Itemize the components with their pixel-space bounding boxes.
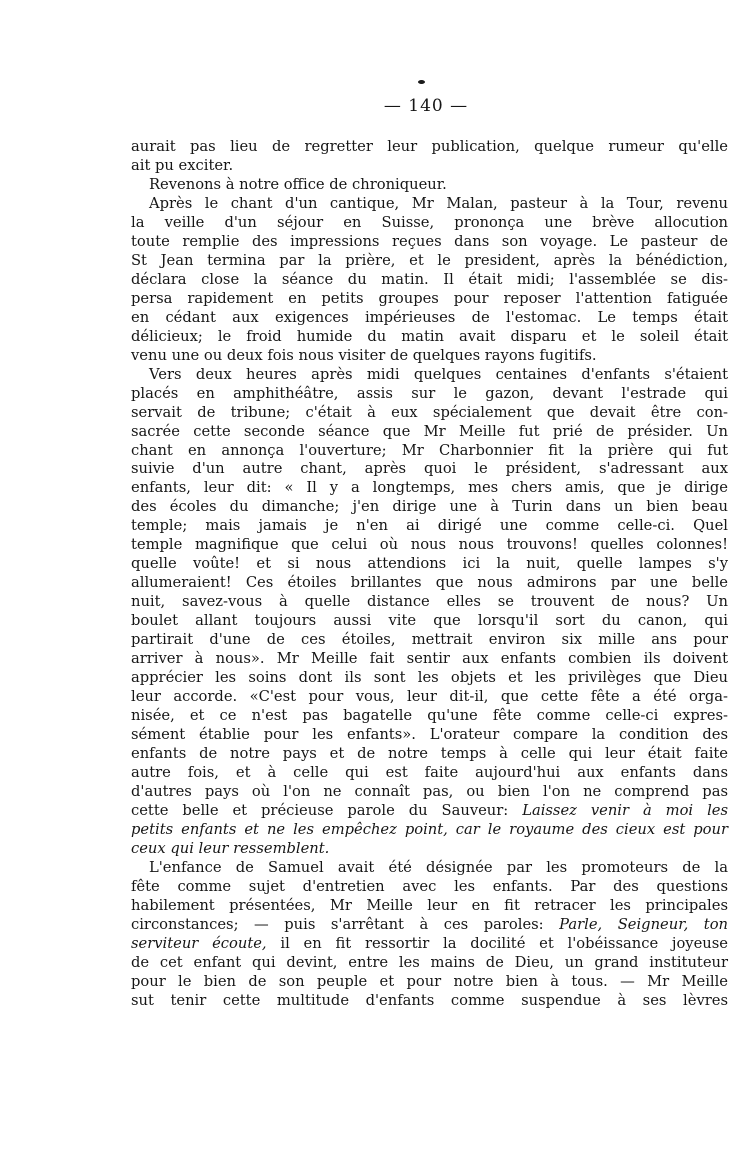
text-line (131, 707, 728, 726)
text-line (131, 385, 728, 404)
text-line (131, 859, 728, 878)
line-text: Vers deux heures après midi quelques centaines d'enfants s'étaient (149, 365, 728, 383)
line-text: servait de tribune; c'était à eux spécialement que devait être con- (131, 403, 728, 421)
text-line (131, 271, 728, 290)
line-text: d'autres pays où l'on ne connaît pas, ou bien l'on ne comprend pas (131, 782, 728, 800)
text-line (131, 536, 728, 555)
text-line (131, 423, 728, 442)
line-text: sément établie pour les enfants». L'orateur compare la condition des (131, 726, 728, 744)
body-text (131, 138, 728, 1011)
line-text: Après le chant d'un cantique, Mr Malan, pasteur à la Tour, revenu (149, 194, 728, 212)
line-text: habilement présentées, Mr Meille leur en fit retracer les principales (131, 896, 728, 914)
paragraph (131, 195, 728, 366)
text-line (131, 460, 728, 479)
line-text: délicieux; le froid humide du matin avait disparu et le soleil était (131, 327, 728, 345)
ink-speck (418, 80, 425, 84)
line-text: en cédant aux exigences impérieuses de l'estomac. Le temps était (131, 308, 728, 326)
line-text: la veille d'un séjour en Suisse, prononça une brève allocution (131, 213, 728, 231)
text-line (131, 973, 728, 992)
text-line (131, 157, 728, 176)
text-line (131, 347, 728, 366)
line-text: quelle voûte! et si nous attendions ici la nuit, quelle lampes s'y (131, 555, 728, 573)
line-text: temple magnifique que celui où nous nous trouvons! quelles colonnes! (131, 536, 728, 554)
text-line (131, 764, 728, 783)
italic-text: Laissez venir à moi les (522, 801, 728, 819)
line-text: toute remplie des impressions reçues dans son voyage. Le pasteur de (131, 232, 728, 250)
line-text: aurait pas lieu de regretter leur publication, quelque rumeur qu'elle (131, 138, 728, 155)
line-text: de cet enfant qui devint, entre les mains de Dieu, un grand instituteur (131, 953, 728, 971)
paragraph (131, 138, 728, 176)
text-line (131, 669, 728, 688)
text-line (131, 840, 728, 859)
text-line (131, 935, 728, 954)
line-text: allumeraient! Ces étoiles brillantes que nous admirons par une belle (131, 574, 728, 592)
line-text: L'enfance de Samuel avait été désignée par les promoteurs de la (149, 858, 728, 876)
text-line (131, 138, 728, 157)
text-line (131, 688, 728, 707)
italic-text: ceux qui leur ressemblent. (131, 839, 330, 857)
italic-text: serviteur écoute, (131, 934, 267, 952)
text-line (131, 214, 728, 233)
line-text: leur accorde. «C'est pour vous, leur dit-il, que cette fête a été orga- (131, 688, 728, 706)
text-line (131, 498, 728, 517)
text-line (131, 726, 728, 745)
text-line (131, 878, 728, 897)
line-text: nuit, savez-vous à quelle distance elles se trouvent de nous? Un (131, 593, 728, 611)
text-line (131, 479, 728, 498)
text-line (131, 574, 728, 593)
line-text: partirait d'une de ces étoiles, mettrait environ six mille ans pour (131, 631, 728, 649)
line-text: circonstances; — puis s'arrêtant à ces paroles: (131, 915, 560, 933)
line-text: Revenons à notre office de chroniqueur. (149, 175, 447, 193)
line-text: des écoles du dimanche; j'en dirige une à Turin dans un bien beau (131, 498, 728, 516)
text-line (131, 745, 728, 764)
line-text: fête comme sujet d'entretien avec les enfants. Par des questions (131, 877, 728, 895)
text-line (131, 366, 728, 385)
text-line (131, 442, 728, 461)
line-text: venu une ou deux fois nous visiter de quelques rayons fugitifs. (131, 346, 597, 364)
line-text: apprécier les soins dont ils sont les objets et les privilèges que Dieu (131, 669, 728, 687)
line-text: placés en amphithéâtre, assis sur le gazon, devant l'estrade qui (131, 384, 728, 402)
line-text: St Jean termina par la prière, et le president, après la bénédiction, (131, 251, 728, 269)
text-line (131, 555, 728, 574)
text-line (131, 195, 728, 214)
text-line (131, 802, 728, 821)
line-text: temple; mais jamais je n'en ai dirigé une comme celle-ci. Quel (131, 517, 728, 535)
paragraph (131, 859, 728, 1011)
text-line (131, 612, 728, 631)
text-line (131, 176, 728, 195)
line-text: nisée, et ce n'est pas bagatelle qu'une fête comme celle-ci expres- (131, 707, 728, 725)
line-text: sacrée cette seconde séance que Mr Meille fut prié de présider. Un (131, 422, 728, 440)
text-line (131, 290, 728, 309)
page-number: — 140 — (383, 96, 469, 116)
text-line (131, 252, 728, 271)
line-text: déclara close la séance du matin. Il était midi; l'assemblée se dis- (131, 270, 728, 288)
line-text: sut tenir cette multitude d'enfants comme suspendue à ses lèvres (131, 991, 728, 1009)
text-line (131, 916, 728, 935)
line-text: suivie d'un autre chant, après quoi le président, s'adressant aux (131, 460, 728, 478)
text-line (131, 404, 728, 423)
text-line (131, 233, 728, 252)
text-line (131, 631, 728, 650)
text-line (131, 309, 728, 328)
line-text: boulet allant toujours aussi vite que lorsqu'il sort du canon, qui (131, 612, 728, 630)
text-line (131, 517, 728, 536)
line-text: persa rapidement en petits groupes pour reposer l'attention fatiguée (131, 289, 728, 307)
line-text: pour le bien de son peuple et pour notre bien à tous. — Mr Meille (131, 972, 728, 990)
line-text: arriver à nous». Mr Meille fait sentir aux enfants combien ils doivent (131, 650, 728, 668)
text-line (131, 821, 728, 840)
line-text: cette belle et précieuse parole du Sauveur: (131, 801, 523, 819)
text-line (131, 954, 728, 973)
line-text: chant en annonça l'ouverture; Mr Charbonnier fit la prière qui fut (131, 441, 728, 459)
italic-text: petits enfants et ne les empêchez point, car le royaume des cieux est pour (131, 820, 728, 838)
paragraph (131, 366, 728, 859)
line-text: enfants, leur dit: « Il y a longtemps, mes chers amis, que je dirige (131, 479, 728, 497)
text-line (131, 992, 728, 1011)
text-line (131, 593, 728, 612)
line-text: autre fois, et à celle qui est faite aujourd'hui aux enfants dans (131, 763, 728, 781)
line-text: ait pu exciter. (131, 156, 234, 174)
text-line (131, 897, 728, 916)
paragraph (131, 176, 728, 195)
italic-text: Parle, Seigneur, ton (559, 915, 728, 933)
line-text: enfants de notre pays et de notre temps à celle qui leur était faite (131, 745, 728, 762)
text-line (131, 783, 728, 802)
text-line (131, 650, 728, 669)
text-line (131, 328, 728, 347)
line-text: il en fit ressortir la docilité et l'obéissance joyeuse (266, 934, 728, 952)
